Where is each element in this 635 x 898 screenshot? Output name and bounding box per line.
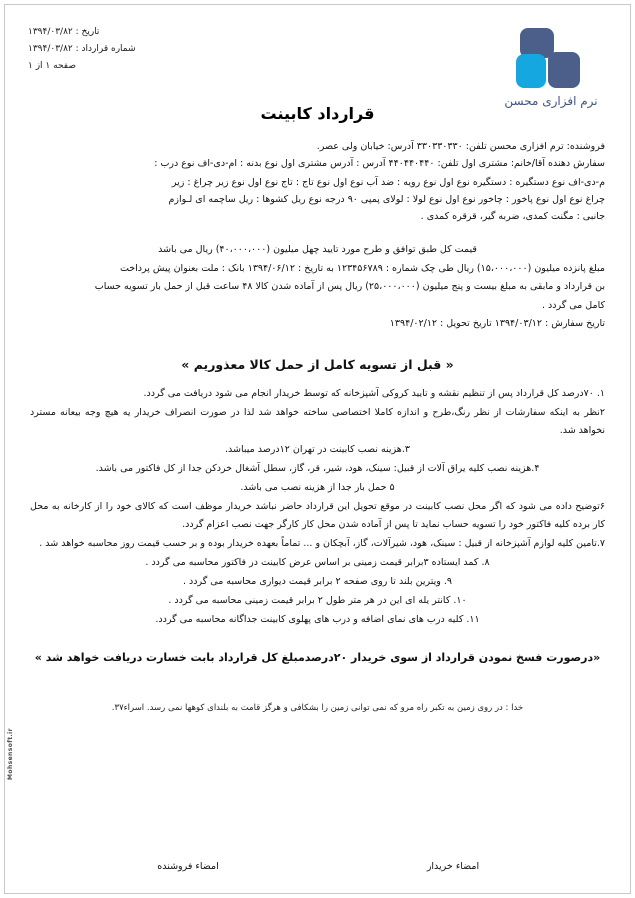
terms-heading: « قبل از تسویه کامل از حمل کالا معذوریم » <box>181 356 454 372</box>
logo-mark-icon <box>508 28 594 90</box>
list-item: ۱۰. کانتر یله ای این در هر متر طول ۲ برابر قیمت زمینی محاسبه می گردد . <box>168 594 467 606</box>
list-item: ۶توضیح داده می شود که اگر محل نصب کابینت در موقع تحویل این قرارداد حاضر نباشد خریدار موظف است که کالای خود را از کارخانه به محل کار برده کلیه فاکتور خود را تسویه حساب نماید تا پس از آماده شدن محل کار کارگر جهت نصب اعزام گردد. <box>30 500 605 530</box>
list-item: ۸. کمد ایستاده ۳برابر قیمت زمینی بر اساس عرض کابینت در فاکتور محاسبه می گردد . <box>145 556 490 568</box>
product-specifications <box>30 174 605 225</box>
cancellation-penalty-notice: «درصورت فسخ نمودن قرارداد از سوی خریدار ۲۰درصدمبلغ کل قرارداد بابت خسارت دریافت خواهد شد » <box>34 650 601 664</box>
signature-row <box>40 861 595 872</box>
spec-line-1: م-دی-اف نوع دستگیره : دستگیره نوع اول نوع رویه : ضد آب نوع اول نوع تاج : تاج نوع اول نوع زیر چراغ : زیر <box>171 177 605 188</box>
list-item: ۱۱. کلیه درب های نمای اضافه و درب های پهلوی کابینت جداگانه محاسبه می گردد. <box>155 613 480 625</box>
list-item: ۵ حمل بار جدا از هزینه نصب می باشد. <box>240 481 395 493</box>
header-contract-number: شماره قرارداد : ۱۳۹۴/۰۳/۸۲ <box>28 44 136 54</box>
list-item: ۴.هزینه نصب کلیه یراق آلات از قبیل: سینک، هود، شیر، قر، گاز، سطل آشغال خردکن جدا از کل فاکتور می باشد. <box>95 462 540 474</box>
buyer-info-line: سفارش دهنده آقا/خانم: مشتری اول تلفن: ۴۴۰۴۴۰۴۴۰ آدرس : آدرس مشتری اول نوع بدنه : ام-دی-اف نوع درب : <box>154 158 605 169</box>
spec-line-3: جانبی : مگنت کمدی، ضربه گیر، قرقره کمدی . <box>420 211 605 222</box>
header-page-number: صفحه ۱ از ۱ <box>28 61 76 71</box>
company-logo <box>491 28 611 108</box>
company-logo-text: نرم افزاری محسن <box>504 94 598 108</box>
order-delivery-dates: تاریخ سفارش : ۱۳۹۴/۰۳/۱۲ تاریخ تحویل : ۱۳۹۴/۰۲/۱۲ <box>389 318 605 329</box>
balance-line: بن قرارداد و مابقی به مبلغ بیست و پنج میلیون (۲۵،۰۰۰،۰۰۰) ریال پس از آماده شدن کالا ۴۸ ساعت قبل از حمل بار تسویه حساب <box>94 281 605 292</box>
logo-square-cyan <box>516 54 546 88</box>
quran-verse: خدا : در روی زمین به تکبر راه مرو که نمی توانی زمین را بشکافی و هرگز قامت به بلندای کوهها نمی رسد. اسراء۳۷. <box>111 702 524 713</box>
terms-list <box>30 385 605 629</box>
document-body <box>30 138 605 717</box>
logo-square-right <box>548 52 580 88</box>
list-item: ۷.تامین کلیه لوازم آشپزخانه از قبیل : سینک، هود، شیرآلات، گاز، آبچکان و ... تماماً بعهده خریدار بوده و بر حسب قیمت روز محاسبه خواهد شد . <box>39 537 605 549</box>
page-title: قرارداد کابینت <box>260 104 375 123</box>
list-item: ۱. ۷۰درصد کل قرارداد پس از تنظیم نقشه و تایید کروکی آشپزخانه که توسط خریدار انجام می شود دریافت می گردد. <box>143 387 605 399</box>
list-item: ۳.هزینه نصب کابینت در تهران ۱۲درصد میباشد. <box>225 443 410 455</box>
document-header <box>0 18 635 113</box>
seller-info-line: فروشنده: ترم افزاری محسن تلفن: ۳۳۰۳۳۰۳۳۰ آدرس: خیابان ولی عصر. <box>316 141 605 152</box>
buyer-signature-slot: امضاء خریدار <box>426 861 480 872</box>
financial-terms <box>30 241 605 334</box>
total-price-line: قیمت کل طبق توافق و طرح مورد تایید چهل میلیون (۴۰،۰۰۰،۰۰۰) ریال می باشد <box>158 244 477 255</box>
site-watermark: Mohsensoft.ir <box>7 728 14 780</box>
balance-continuation-line: کامل می گردد . <box>541 299 605 311</box>
header-date: تاریخ : ۱۳۹۴/۰۳/۸۲ <box>28 27 100 37</box>
list-item: ۲نظر به اینکه سفارشات از نظر رنگ،طرح و اندازه کاملا اختصاصی ساخته خواهد شد لذا در صورت انصراف خریدار یه هیچ وجه بیعانه مسترد نخواهد شد. <box>30 406 605 436</box>
header-meta <box>28 24 136 75</box>
seller-signature-slot: امضاء فروشنده <box>157 861 219 872</box>
spec-line-2: چراغ نوع اول نوع پاخور : چاخور نوع اول نوع لولا : لولای پمپی ۹۰ درجه نوع ریل کشوها : ریل ساچمه ای لـوازم <box>168 194 605 205</box>
list-item: ۹. ویترین بلند تا روی صفحه ۲ برابر قیمت دیواری محاسبه می گردد . <box>183 575 452 587</box>
prepayment-line: مبلغ پانزده میلیون (۱۵،۰۰۰،۰۰۰) ریال طی چک شماره : ۱۲۳۴۵۶۷۸۹ به تاریخ : ۱۳۹۴/۰۶/۱۲ بانک : ملت بعنوان پیش پرداخت <box>119 262 605 274</box>
